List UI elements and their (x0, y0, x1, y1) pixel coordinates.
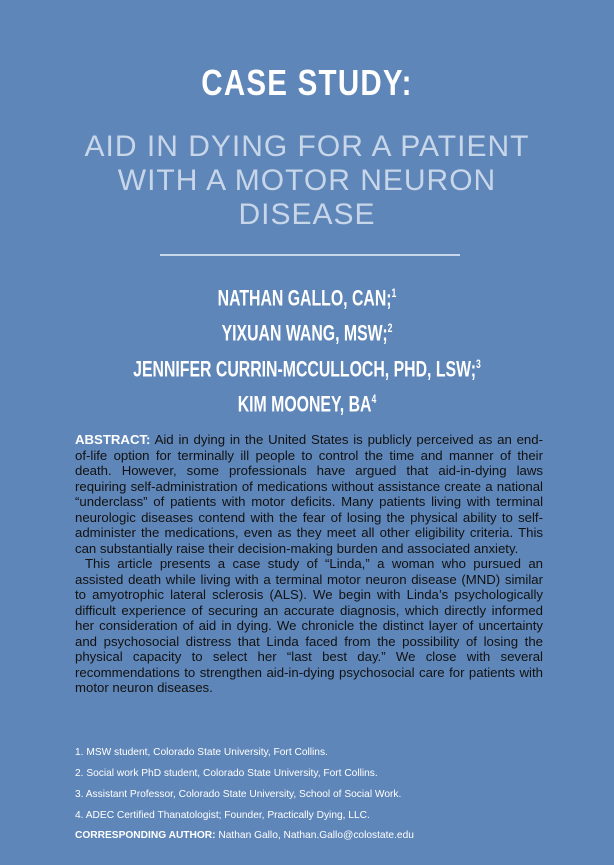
abstract-paragraph-1: ABSTRACT: Aid in dying in the United States is publicly perceived as an end-of-life option for terminally ill people to control the time and manner of their death. However, some professionals have argued that aid-in-dying laws requiring self-administration of medications without assistance create a national “underclass” of patients with motor deficits. Many patients living with terminal neurologic diseases contend with the fear of losing the physical ability to self-administer the medications, even as they meet all other eligibility criteria. This can substantially raise their decision-making burden and associated anxiety. (75, 432, 543, 556)
note-3: 3. Assistant Professor, Colorado State University, School of Social Work. (75, 789, 402, 800)
abstract-paragraph-2: This article presents a case study of “Linda,” a woman who pursued an assisted death while living with a terminal motor neuron disease (MND) similar to amyotrophic lateral sclerosis (ALS). We begin with Linda’s psychologically difficult experience of securing an accurate diagnosis, which directly informed her consideration of aid in dying. We chronicle the distinct layer of uncertainty and psychosocial distress that Linda faced from the possibility of losing the physical capacity to select her “last best day.” We close with several recommendations to strengthen aid-in-dying psychosocial care for patients with motor neuron diseases. (75, 556, 543, 695)
author-list (0, 278, 614, 419)
title-divider (160, 254, 460, 256)
abstract (75, 432, 543, 696)
note-4: 4. ADEC Certified Thanatologist; Founder, Practically Dying, LLC. (75, 810, 370, 821)
author-3: JENNIFER CURRIN-MCCULLOCH, PHD, LSW;$^3$ (133, 355, 481, 381)
corresponding-label: CORRESPONDING AUTHOR: (75, 830, 216, 841)
abstract-label: ABSTRACT: (75, 432, 151, 447)
note-1: 1. MSW student, Colorado State University, Fort Collins. (75, 747, 328, 758)
note-2: 2. Social work PhD student, Colorado State University, Fort Collins. (75, 768, 378, 779)
author-1: NATHAN GALLO, CAN;$^1$ (217, 285, 397, 311)
article-title: AID IN DYING FOR A PATIENT WITH A MOTOR NEURON DISEASE (84, 130, 530, 231)
affiliation-notes (75, 747, 545, 831)
author-4: KIM MOONEY, $BA^4$ (237, 391, 377, 417)
corresponding-author: CORRESPONDING AUTHOR: Nathan Gallo, Nathan.Gallo@colostate.edu (75, 830, 414, 841)
author-2: YIXUAN WANG, MSW;$^2$ (221, 320, 393, 346)
article-kicker: CASE STUDY: (201, 62, 413, 103)
